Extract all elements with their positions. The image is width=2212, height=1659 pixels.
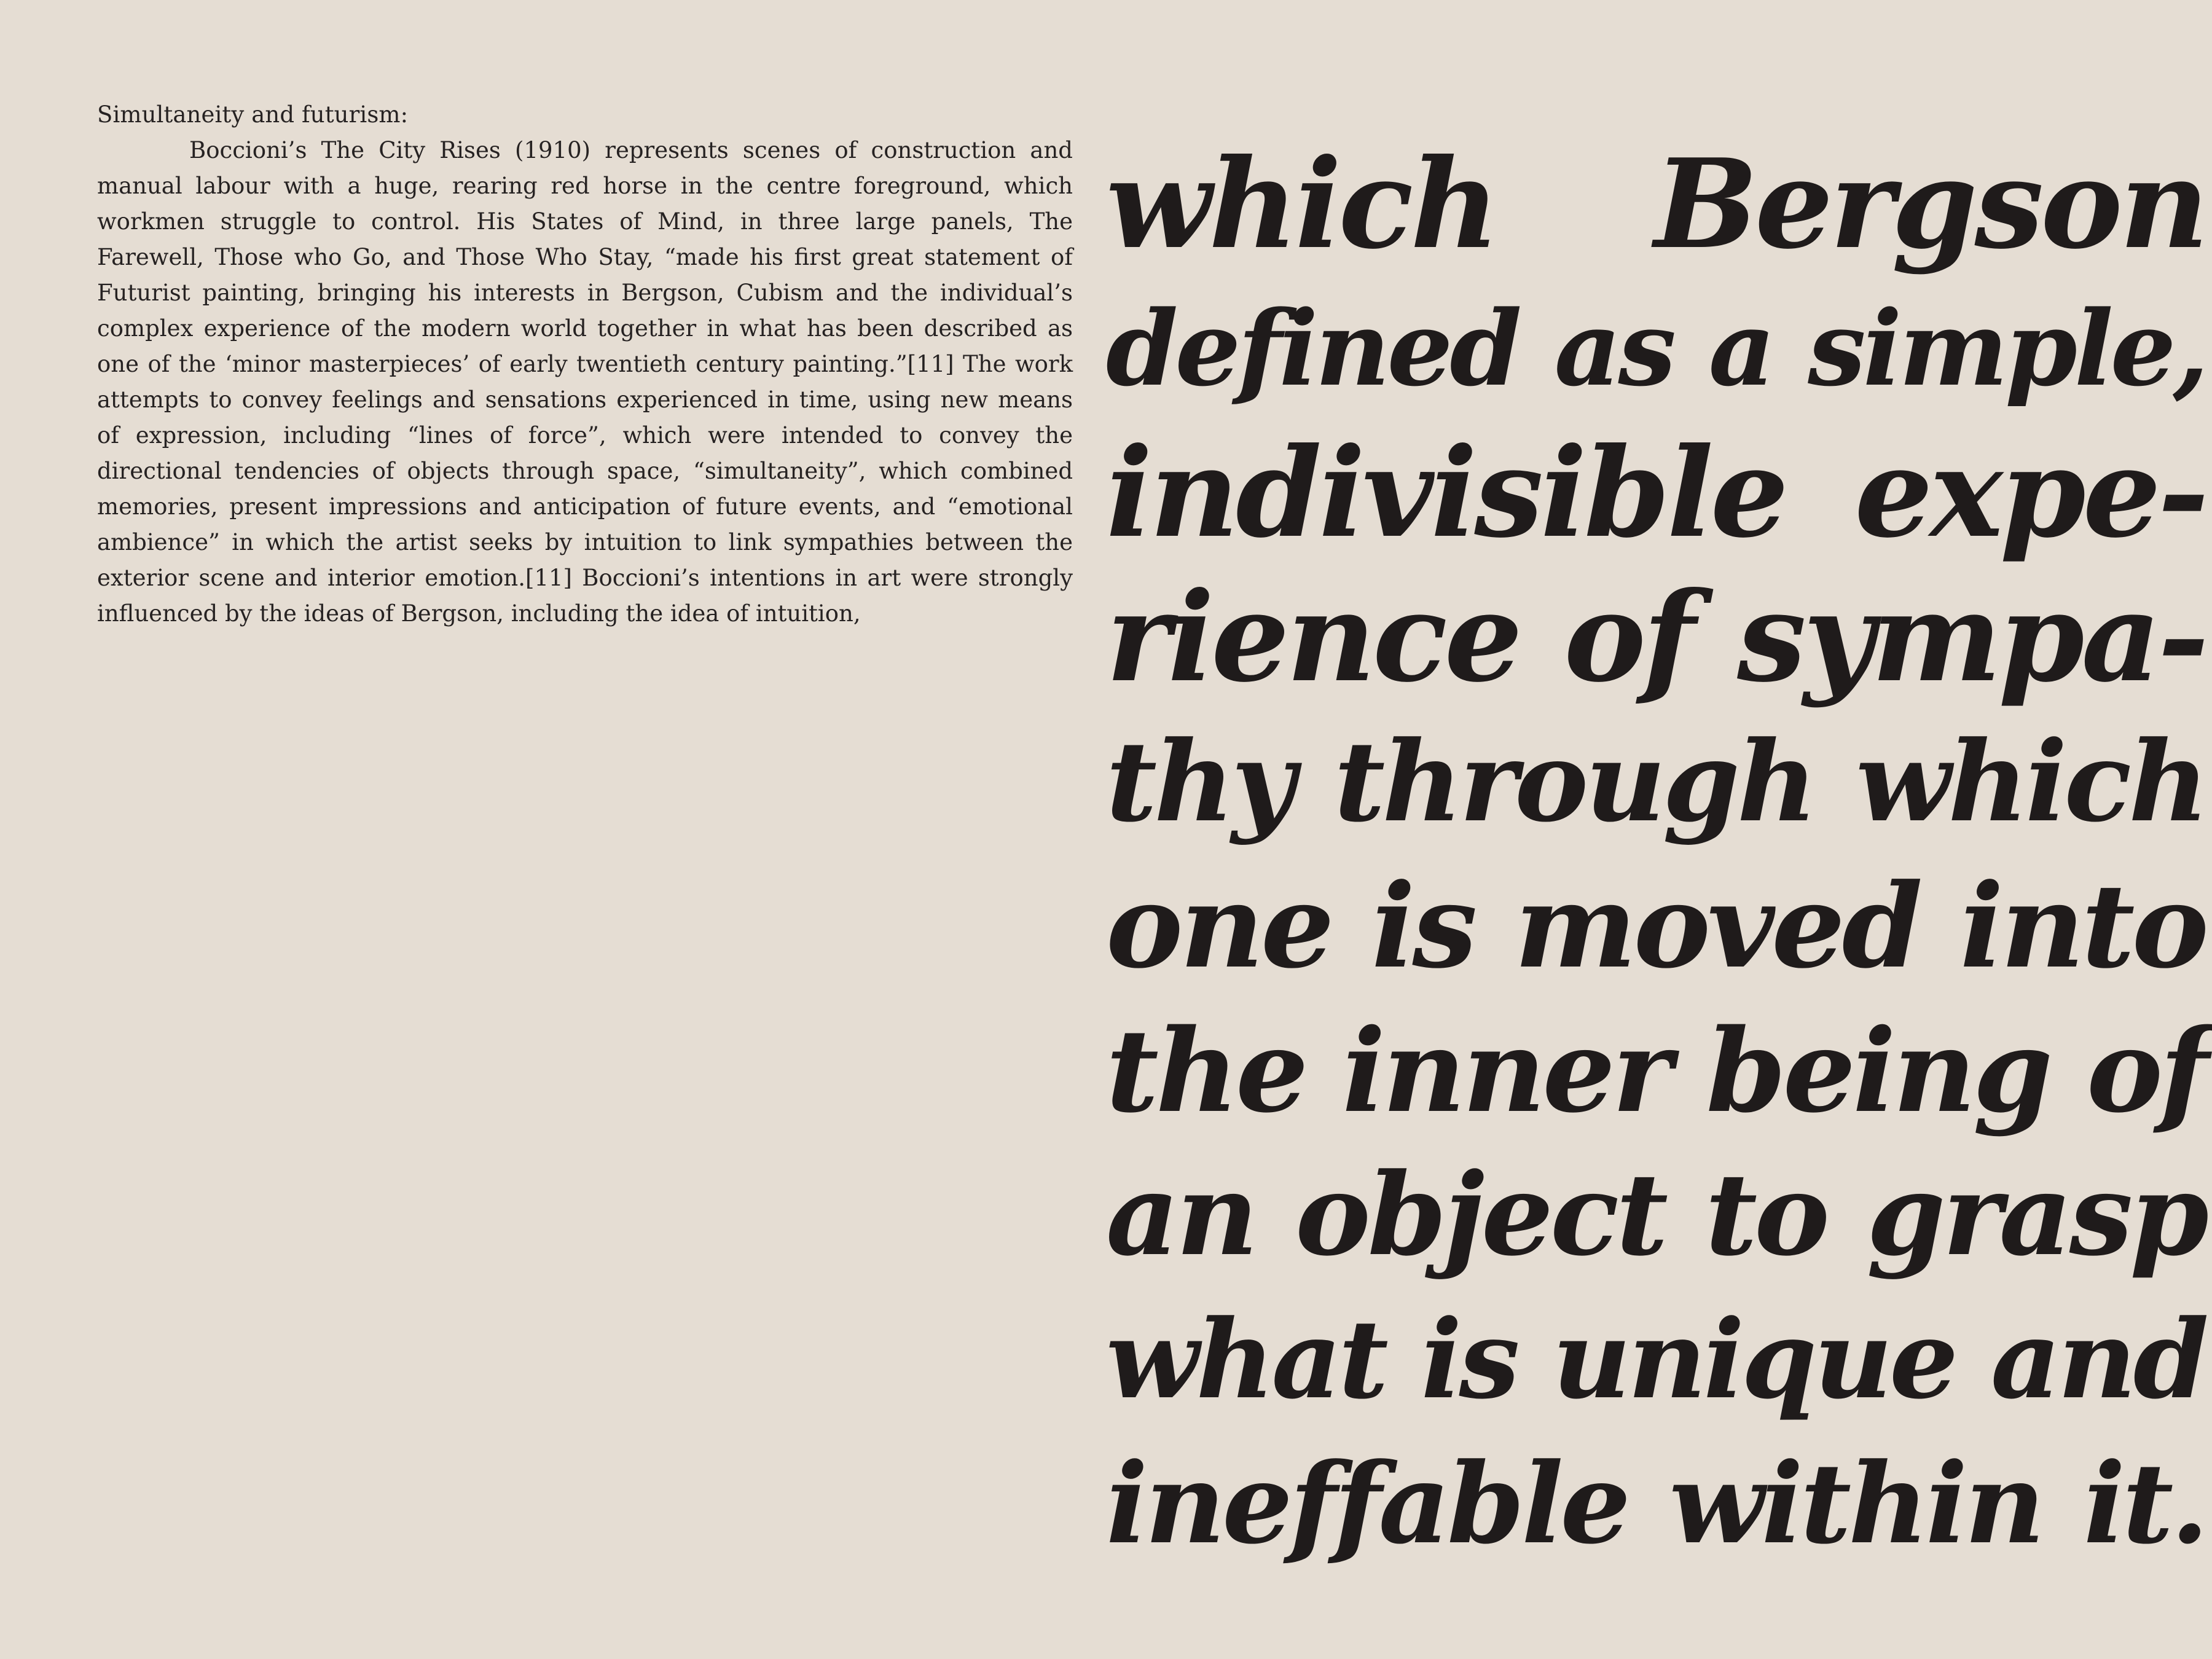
pull-quote-line: rience of sympa- bbox=[1106, 565, 2206, 710]
pull-quote-line: indivisible expe- bbox=[1106, 421, 2206, 565]
body-paragraph: Boccioni’s The City Rises (1910) represents scenes of construction and manual labour with a huge, rearing red horse in the centre foreground, which workmen struggle to control. His States of Mind, in three large panels, The Farewell, Those who Go, and Those Who Stay, “made his first great statement of Futurist painting, bringing his interests in Bergson, Cubism and the individual’s complex experience of the modern world together in what has been described as one of the ‘minor masterpieces’ of early twentieth century painting.”[11] The work attempts to convey feelings and sensations experienced in time, using new means of expression, including “lines of force”, which were intended to convey the directional tendencies of objects through space, “simultaneity”, which combined memories, present impressions and anticipation of future events, and “emotional ambience” in which the artist seeks by intuition to link sympathies between the exterior scene and interior emotion.[11] Boccioni’s intentions in art were strongly influenced by the ideas of Bergson, including the idea of intuition, bbox=[97, 137, 1073, 627]
pull-quote-line: ineffable within it. bbox=[1106, 1439, 2206, 1569]
article-column bbox=[97, 97, 1073, 632]
pull-quote-line: defined as a simple, bbox=[1106, 288, 2206, 409]
pull-quote-line: an object to grasp bbox=[1106, 1148, 2206, 1281]
section-heading: Simultaneity and futurism: bbox=[97, 101, 409, 128]
pull-quote bbox=[1106, 132, 2206, 1576]
pull-quote-line: what is unique and bbox=[1106, 1296, 2206, 1423]
pull-quote-line: which Bergson bbox=[1106, 132, 2206, 276]
pull-quote-line: thy through which bbox=[1106, 717, 2206, 847]
pull-quote-line: one is moved into bbox=[1106, 858, 2206, 994]
pull-quote-line: the inner being of bbox=[1106, 1003, 2206, 1138]
